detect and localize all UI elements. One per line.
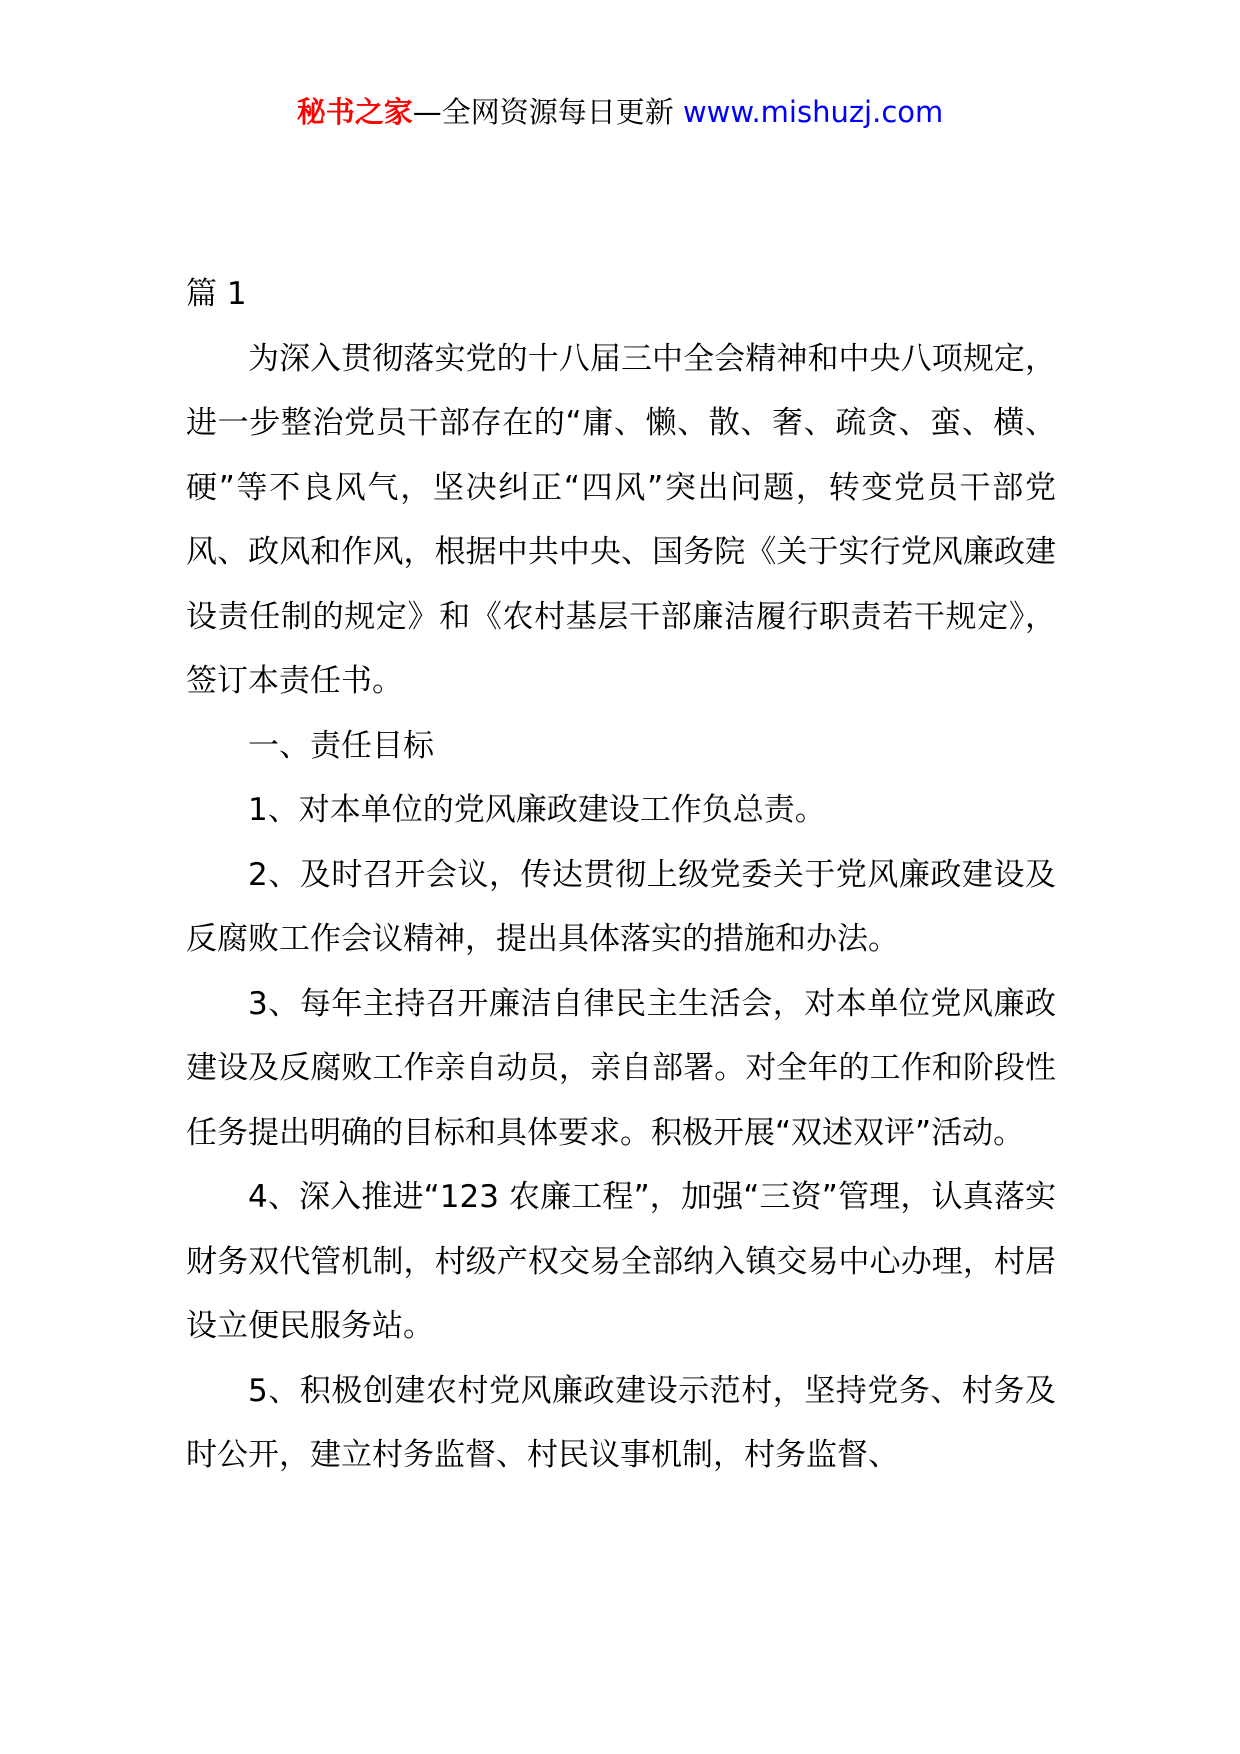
site-brand-name: 秘书之家 <box>296 95 413 129</box>
heading-responsibility-goals: 一、责任目标 <box>248 727 434 764</box>
list-item-5: 5、积极创建农村党风廉政建设示范村，坚持党务、村务及时公开，建立村务监督、村民议事机制，村务监督、 <box>186 1372 1056 1473</box>
paragraph-intro: 为深入贯彻落实党的十八届三中全会精神和中央八项规定，进一步整治党员干部存在的“庸、懒、散、奢、疏贪、蛮、横、硬”等不良风气，坚决纠正“四风”突出问题，转变党员干部党风、政风和作风，根据中共中央、国务院《关于实行党风廉政建设责任制的规定》和《农村基层干部廉洁履行职责若干规定》，签订本责任书。 <box>186 340 1056 699</box>
list-item-3: 3、每年主持召开廉洁自律民主生活会，对本单位党风廉政建设及反腐败工作亲自动员，亲自部署。对全年的工作和阶段性任务提出明确的目标和具体要求。积极开展“双述双评”活动。 <box>186 985 1056 1151</box>
document-body <box>186 262 1056 1488</box>
list-item-4: 4、深入推进“123 农廉工程”，加强“三资”管理，认真落实财务双代管机制，村级产权交易全部纳入镇交易中心办理，村居设立便民服务站。 <box>186 1179 1056 1344</box>
list-item-1: 1、对本单位的党风廉政建设工作负总责。 <box>248 792 826 828</box>
section-title: 篇 1 <box>186 276 247 312</box>
site-slogan: —全网资源每日更新 <box>412 95 683 129</box>
site-url-link[interactable]: www.mishuzj.com <box>682 95 944 129</box>
list-item-2: 2、及时召开会议，传达贯彻上级党委关于党风廉政建设及反腐败工作会议精神，提出具体落实的措施和办法。 <box>186 856 1056 957</box>
site-header <box>0 92 1240 132</box>
